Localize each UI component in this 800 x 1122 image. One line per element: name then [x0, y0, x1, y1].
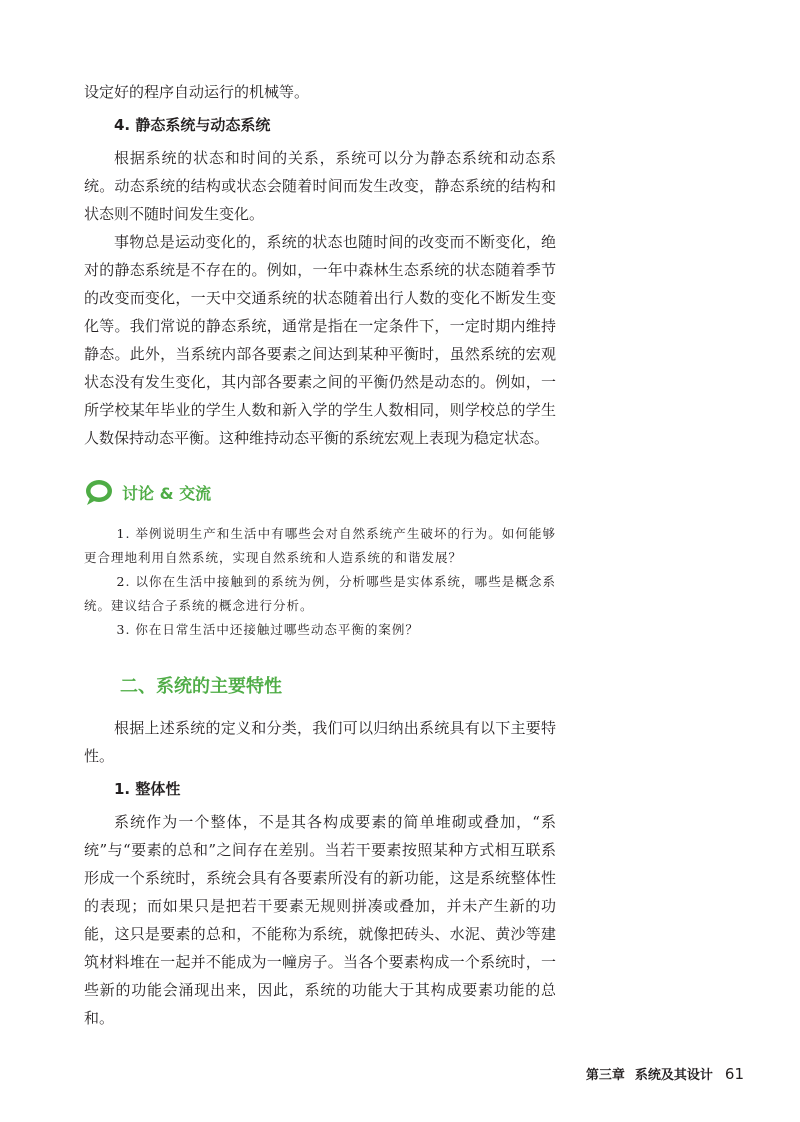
section-2-heading: 二、系统的主要特性 — [120, 676, 282, 697]
discussion-item: 3. 你在日常生活中还接触过哪些动态平衡的案例？ — [116, 622, 419, 637]
discussion-item: 2. 以你在生活中接触到的系统为例，分析哪些是实体系统，哪些是概念系统。建议结合子系统的概念进行分析。 — [84, 574, 556, 613]
page-content — [84, 78, 556, 1032]
section-4-heading: 4. 静态系统与动态系统 — [114, 116, 271, 134]
discussion-list — [84, 522, 556, 642]
subsection-1-heading: 1. 整体性 — [114, 780, 181, 798]
page-footer — [586, 1064, 744, 1083]
subsection-1-paragraph: 系统作为一个整体，不是其各构成要素的简单堆砌或叠加，“系统”与“要素的总和”之间存在差别。当若干要素按照某种方式相互联系形成一个系统时，系统会具有各要素所没有的新功能，这是系统整体性的表现；而如果只是把若干要素无规则拼凑或叠加，并未产生新的功能，这只是要素的总和，不能称为系统，就像把砖头、水泥、黄沙等建筑材料堆在一起并不能成为一幢房子。当各个要素构成一个系统时，一些新的功能会涌现出来，因此，系统的功能大于其构成要素功能的总和。 — [84, 813, 556, 1027]
discussion-header — [84, 478, 556, 506]
intro-line: 设定好的程序自动运行的机械等。 — [84, 83, 310, 101]
footer-chapter: 第三章 — [585, 1068, 625, 1083]
section-4-paragraph-2: 事物总是运动变化的，系统的状态也随时间的改变而不断变化，绝对的静态系统是不存在的。例如，一年中森林生态系统的状态随着季节的改变而变化，一天中交通系统的状态随着出行人数的变化不断发生变化等。我们常说的静态系统，通常是指在一定条件下，一定时期内维持静态。此外，当系统内部各要素之间达到某种平衡时，虽然系统的宏观状态没有发生变化，其内部各要素之间的平衡仍然是动态的。例如，一所学校某年毕业的学生人数和新入学的学生人数相同，则学校总的学生人数保持动态平衡。这种维持动态平衡的系统宏观上表现为稳定状态。 — [84, 233, 556, 447]
discussion-item: 1. 举例说明生产和生活中有哪些会对自然系统产生破坏的行为。如何能够更合理地利用自然系统，实现自然系统和人造系统的和谐发展？ — [84, 526, 556, 565]
footer-title: 系统及其设计 — [634, 1068, 713, 1083]
section-2-intro: 根据上述系统的定义和分类，我们可以归纳出系统具有以下主要特性。 — [84, 719, 556, 765]
page-number: 61 — [724, 1065, 744, 1083]
discussion-title: 讨论 & 交流 — [122, 483, 212, 503]
section-4-paragraph-1: 根据系统的状态和时间的关系，系统可以分为静态系统和动态系统。动态系统的结构或状态会随着时间而发生改变，静态系统的结构和状态则不随时间发生变化。 — [84, 149, 556, 223]
speech-bubble-icon — [84, 478, 114, 506]
